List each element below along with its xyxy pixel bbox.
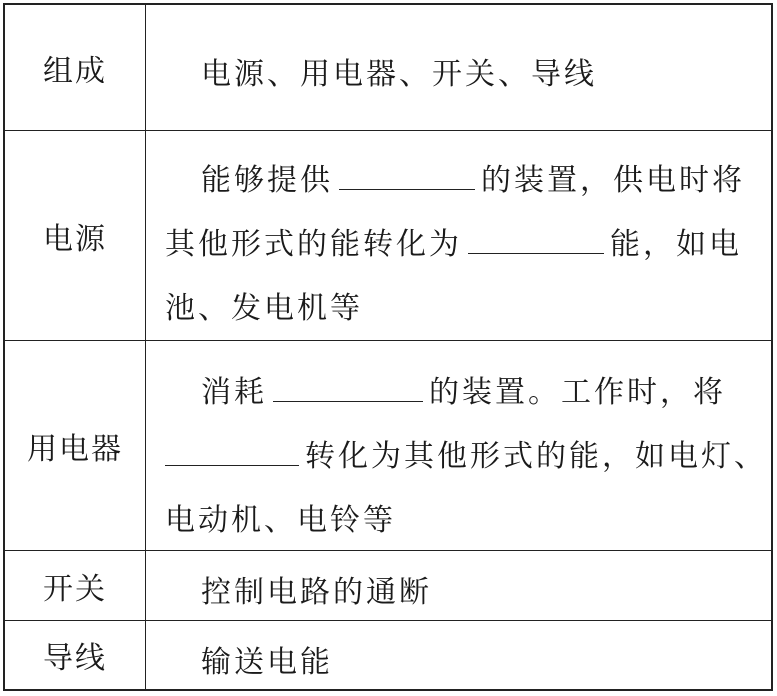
row-text-line: 电动机、电铃等 <box>165 503 396 538</box>
text-segment: 转化为其他形式的能，如电灯、 <box>305 439 767 474</box>
column-divider <box>145 341 146 550</box>
row-label: 开关 <box>43 571 107 607</box>
text-segment: 其他形式的能转化为 <box>165 227 462 262</box>
fill-blank <box>273 371 423 402</box>
text-segment: 能够提供 <box>201 163 333 198</box>
text-segment: 的装置。工作时，将 <box>429 375 726 410</box>
column-divider <box>145 131 146 340</box>
table-row <box>5 130 771 340</box>
row-text-line <box>165 219 742 263</box>
row-text: 控制电路的通断 <box>201 575 432 610</box>
row-text: 输送电能 <box>201 645 333 680</box>
column-divider <box>145 5 146 130</box>
text-segment: 的装置，供电时将 <box>481 163 745 198</box>
fill-blank <box>165 435 299 466</box>
row-text-line <box>201 155 745 199</box>
row-text: 电源、用电器、开关、导线 <box>201 57 597 92</box>
column-divider <box>145 551 146 620</box>
table-row <box>5 340 771 550</box>
text-segment: 消耗 <box>201 375 267 410</box>
text-segment: 能，如电 <box>610 227 742 262</box>
fill-blank <box>339 159 475 190</box>
circuit-components-table <box>3 3 773 691</box>
table-row <box>5 5 771 130</box>
row-label: 导线 <box>43 641 107 676</box>
row-label: 用电器 <box>27 431 123 467</box>
row-text-line: 池、发电机等 <box>165 291 363 326</box>
row-label: 电源 <box>43 221 107 257</box>
row-text-line <box>165 431 767 475</box>
row-label: 组成 <box>43 53 107 89</box>
row-text-line <box>201 367 726 411</box>
table-row <box>5 620 771 689</box>
table-row <box>5 550 771 620</box>
fill-blank <box>468 223 604 254</box>
column-divider <box>145 621 146 689</box>
